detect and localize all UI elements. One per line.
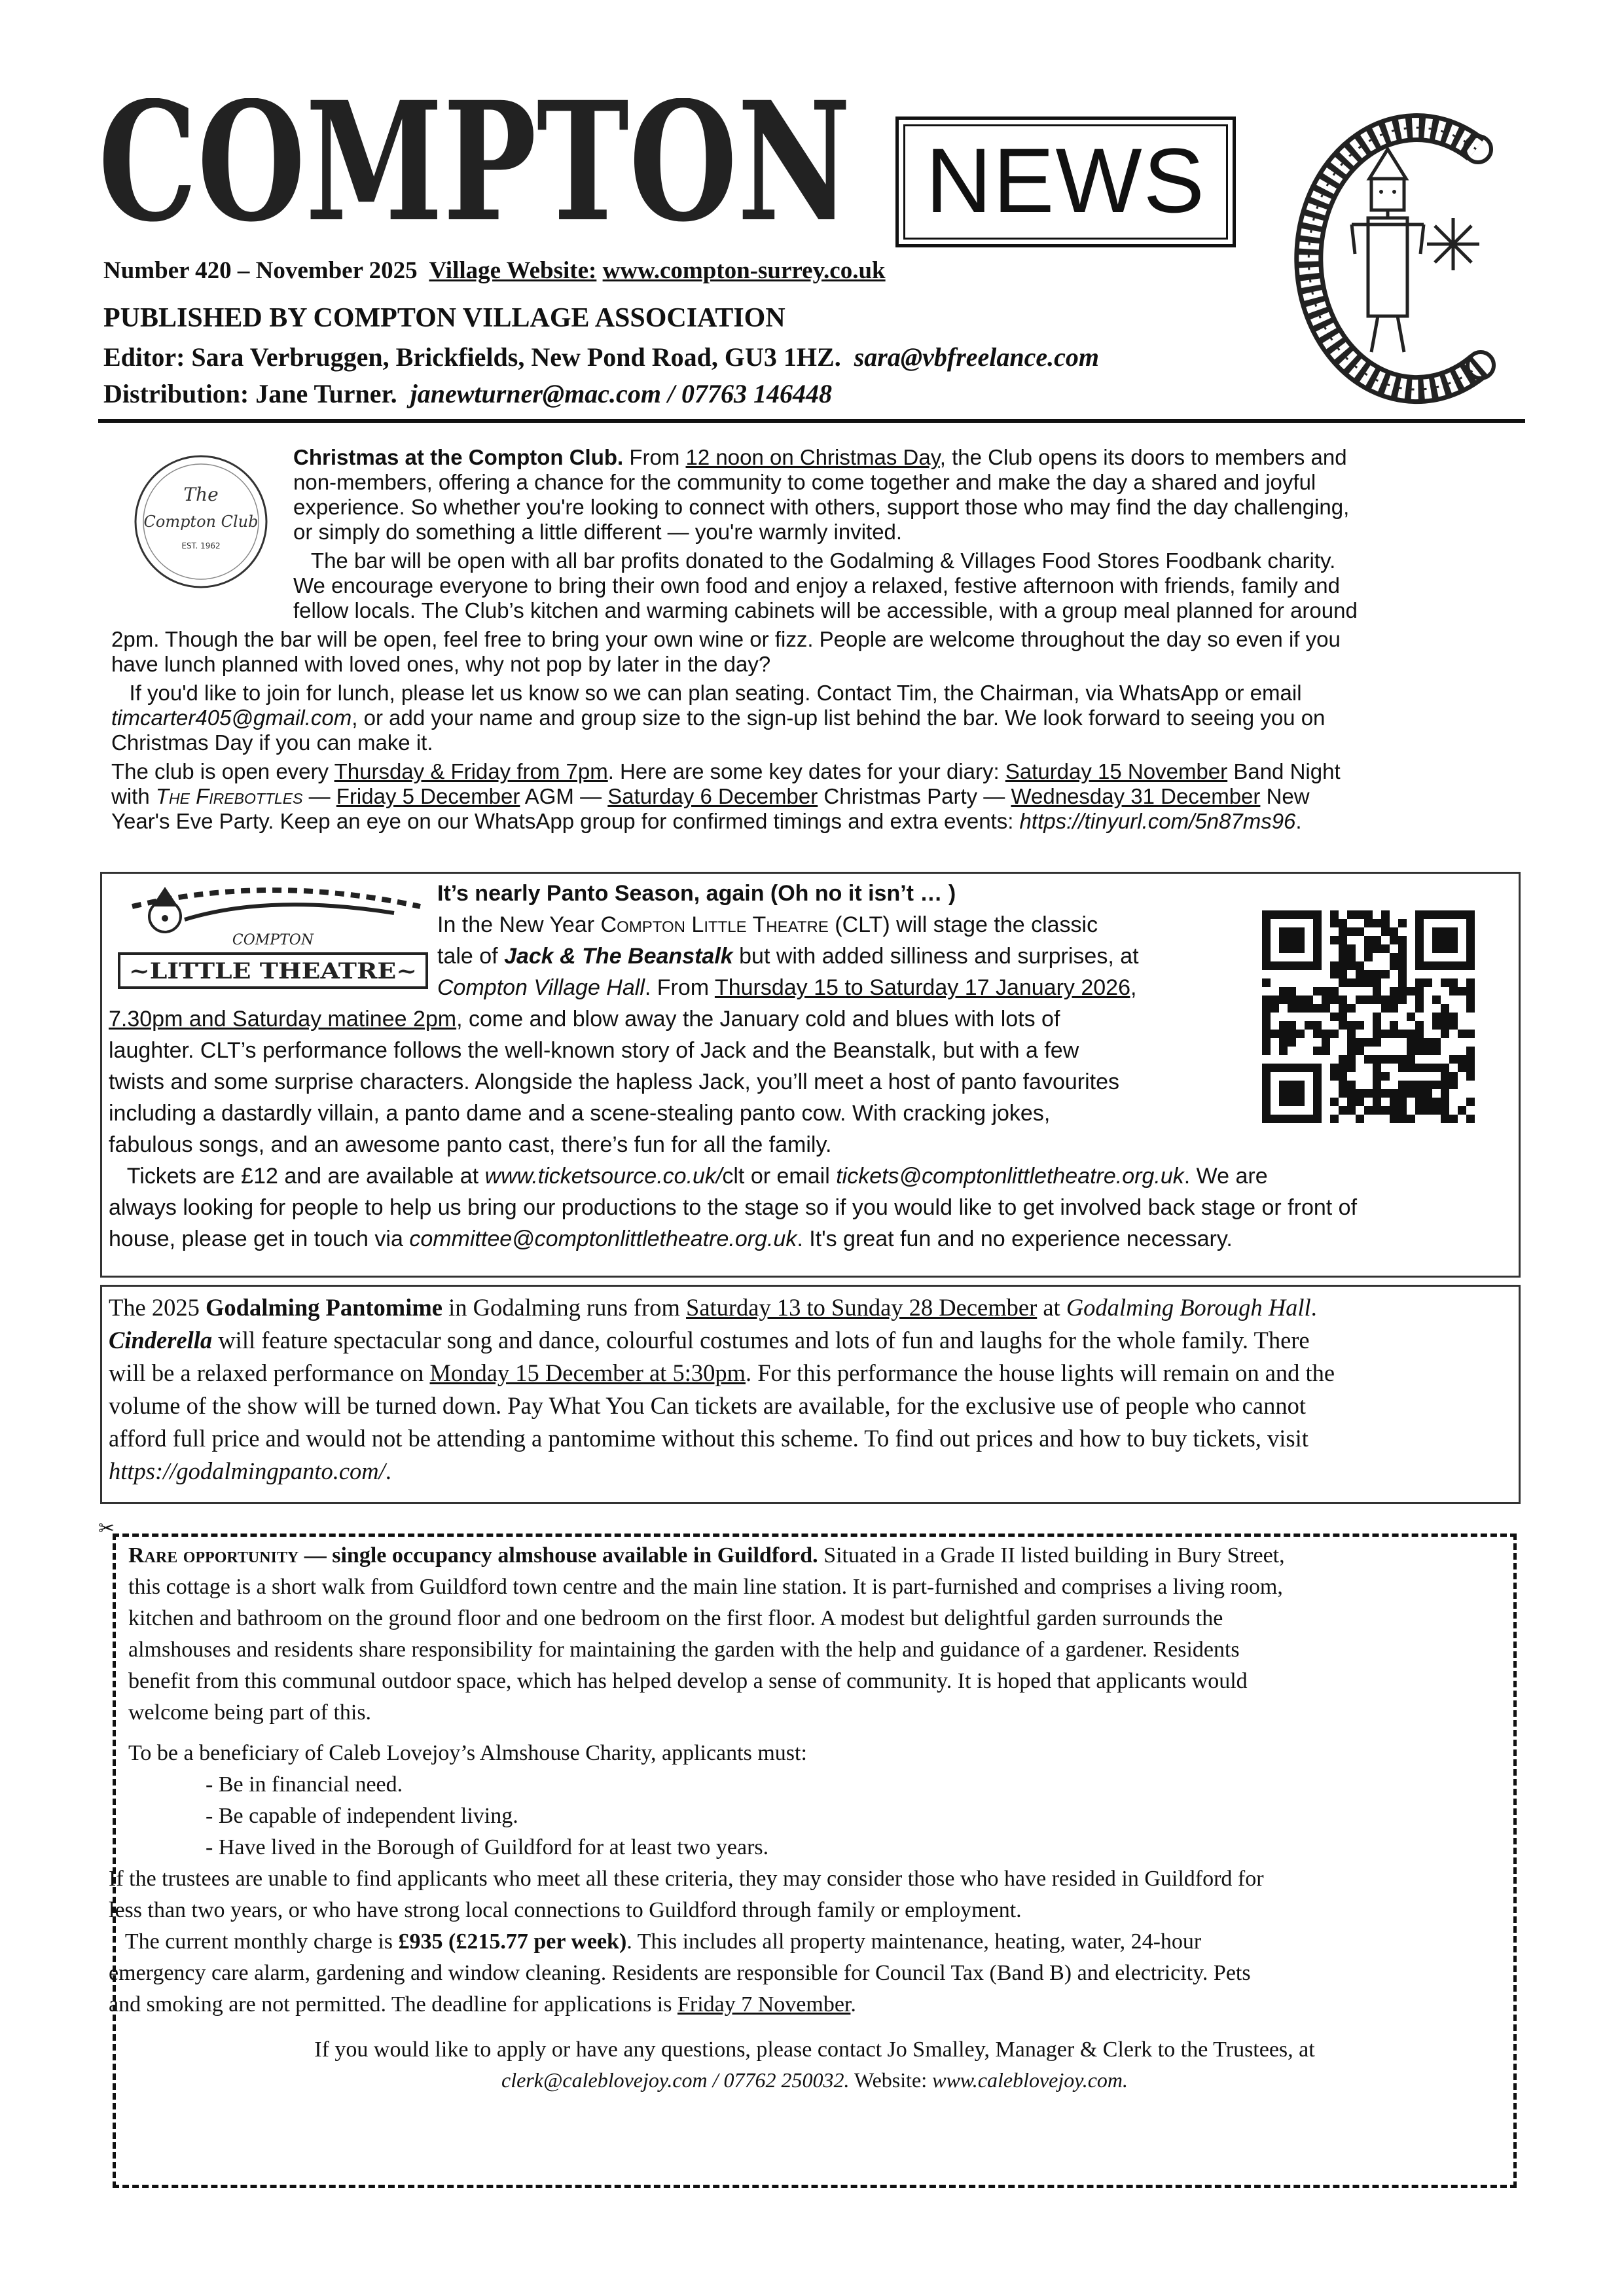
club-line-8: 2pm. Though the bar will be open, feel free to bring your own wine or fizz. People are welcome throughout the day so even if you <box>111 627 1341 651</box>
panto-line-2: In the New Year Compton Little Theatre (CLT) will stage the classic <box>437 912 1098 937</box>
alms-line-8: If the trustees are unable to find applicants who meet all these criteria, they may consider those who have resided in Guildford for <box>109 1867 1264 1891</box>
compton-club-logo <box>131 452 272 592</box>
committee-email[interactable]: committee@comptonlittletheatre.org.uk <box>409 1227 797 1251</box>
panto-venue: Compton Village Hall <box>437 975 645 1000</box>
criteria-item: - Be in financial need. <box>206 1772 403 1797</box>
website-link[interactable]: www.compton-surrey.co.uk <box>602 257 886 284</box>
club-line-4: or simply do something a little different — you're warmly invited. <box>293 520 903 544</box>
editor-line <box>103 342 1099 372</box>
club-whatsapp-link[interactable]: https://tinyurl.com/5n87ms96 <box>1019 809 1296 833</box>
application-deadline: Friday 7 November <box>677 1992 851 2017</box>
alms-line-1: Rare opportunity — single occupancy almshouse available in Guildford. Situated in a Grade II listed building in Bury Street, <box>128 1543 1285 1568</box>
distribution-name: Distribution: Jane Turner. <box>103 379 397 408</box>
club-line-12: Christmas Day if you can make it. <box>111 730 433 755</box>
alms-line-6: welcome being part of this. <box>128 1700 372 1725</box>
godalming-line-4: volume of the show will be turned down. Pay What You Can tickets are available, for the exclusive use of people who cannot <box>109 1392 1306 1419</box>
godalming-line-1: The 2025 Godalming Pantomime in Godalming runs from Saturday 13 to Sunday 28 December at Godalming Borough Hall. <box>109 1294 1317 1321</box>
club-line-7: fellow locals. The Club’s kitchen and warming cabinets will be accessible, with a group meal planned for around <box>293 598 1358 622</box>
club-line-2: non-members, offering a chance for the community to come together and make the day a shared and joyful <box>293 470 1316 494</box>
panto-line-12: house, please get in touch via committee@comptonlittletheatre.org.uk. It's great fun and no experience necessary. <box>109 1227 1233 1251</box>
club-line-11: timcarter405@gmail.com, or add your name and group size to the sign-up list behind the bar. We look forward to seeing you on <box>111 706 1326 730</box>
monthly-charge: £935 (£215.77 per week) <box>398 1929 627 1954</box>
criteria-item: - Be capable of independent living. <box>206 1804 518 1828</box>
cinderella-title: Cinderella <box>109 1327 213 1354</box>
club-logo-name: Compton Club <box>143 512 259 531</box>
club-line-15: Year's Eve Party. Keep an eye on our WhatsApp group for confirmed timings and extra events: https://tinyurl.com/5n87ms96. <box>111 809 1302 833</box>
celtic-c-emblem <box>1263 103 1512 411</box>
alms-line-10: The current monthly charge is £935 (£215.77 per week). This includes all property maintenance, heating, water, 24-hour <box>109 1929 1202 1954</box>
godalming-venue: Godalming Borough Hall <box>1066 1294 1311 1321</box>
club-line-10: If you'd like to join for lunch, please let us know so we can plan seating. Contact Tim, the Chairman, via WhatsApp or email <box>111 681 1302 705</box>
qr-code[interactable] <box>1261 886 1475 1147</box>
panto-line-7: twists and some surprise characters. Alongside the hapless Jack, you’ll meet a host of panto favourites <box>109 1069 1120 1094</box>
club-line-5: The bar will be open with all bar profits donated to the Godalming & Villages Food Stores Foodbank charity. <box>293 548 1336 573</box>
club-line-13: The club is open every Thursday & Friday from 7pm. Here are some key dates for your diary: Saturday 15 November Band Night <box>111 759 1341 783</box>
criteria-item: - Have lived in the Borough of Guildford for at least two years. <box>206 1835 769 1859</box>
alms-contact-2: clerk@caleblovejoy.com / 07762 250032. Website: www.caleblovejoy.com. <box>501 2068 1128 2092</box>
news-title: NEWS <box>926 129 1206 232</box>
club-contact-email[interactable]: timcarter405@gmail.com <box>111 706 352 730</box>
club-line-6: We encourage everyone to bring their own food and enjoy a relaxed, festive afternoon with friends, family and <box>293 573 1341 598</box>
panto-line-11: always looking for people to help us bring our productions to the stage so if you would like to get involved back stage or front of <box>109 1195 1358 1220</box>
publisher-line: PUBLISHED BY COMPTON VILLAGE ASSOCIATION <box>103 303 785 333</box>
alms-line-2: this cottage is a short walk from Guildford town centre and the main line station. It is part-furnished and comprises a living room, <box>128 1575 1283 1599</box>
panto-dates: Thursday 15 to Saturday 17 January 2026, <box>714 975 1137 1000</box>
alms-line-11: emergency care alarm, gardening and window cleaning. Residents are responsible for Council Tax (Band B) and electricity. Pets <box>109 1961 1251 1985</box>
alms-line-4: almshouses and residents share responsibility for maintaining the garden with the help and guidance of a gardener. Residents <box>128 1638 1240 1662</box>
club-line-1: Christmas at the Compton Club. From 12 noon on Christmas Day, the Club opens its doors to members and <box>293 445 1347 469</box>
compton-little-theatre-logo <box>113 880 433 995</box>
club-line-14: with The Firebottles — Friday 5 December AGM — Saturday 6 December Christmas Party — Wednesday 31 December New <box>111 784 1310 808</box>
panto-line-9: fabulous songs, and an awesome panto cast, there’s fun for all the family. <box>109 1132 832 1157</box>
news-title-box <box>895 117 1236 247</box>
godalming-line-6: https://godalmingpanto.com/. <box>109 1458 391 1484</box>
masthead-rule <box>98 419 1525 423</box>
panto-line-3: tale of Jack & The Beanstalk but with added silliness and surprises, at <box>437 944 1139 969</box>
editor-name: Editor: Sara Verbruggen, Brickfields, New Pond Road, GU3 1HZ. <box>103 342 841 372</box>
alms-line-5: benefit from this communal outdoor space, which has helped develop a sense of community. It is hoped that applicants would <box>128 1669 1248 1693</box>
scissors-icon: ✂ <box>98 1517 115 1540</box>
clt-logo-title: ~LITTLE THEATRE~ <box>129 958 417 984</box>
panto-line-10: Tickets are £12 and are available at www.ticketsource.co.uk/clt or email tickets@comptonlittletheatre.org.uk. We are <box>109 1164 1268 1189</box>
clt-name: Compton Little Theatre <box>600 912 829 937</box>
club-line-3: experience. So whether you're looking to connect with others, support those who may find the day challenging, <box>293 495 1350 519</box>
ticket-email[interactable]: tickets@comptonlittletheatre.org.uk <box>836 1164 1184 1189</box>
panto-line-8: including a dastardly villain, a panto dame and a scene-stealing panto cow. With cracking jokes, <box>109 1101 1051 1126</box>
caleb-lovejoy-website[interactable]: www.caleblovejoy.com. <box>932 2068 1128 2092</box>
club-logo-est: EST. 1962 <box>181 541 221 550</box>
rare-opportunity: Rare opportunity <box>128 1543 299 1568</box>
club-christmas-time: 12 noon on Christmas Day <box>685 445 940 469</box>
godalming-panto-link[interactable]: https://godalmingpanto.com/ <box>109 1458 386 1484</box>
panto-show-title: Jack & The Beanstalk <box>504 944 733 969</box>
panto-line-5: 7.30pm and Saturday matinee 2pm, come and blow away the January cold and blues with lots of <box>109 1007 1060 1031</box>
panto-line-4: Compton Village Hall. From Thursday 15 to Saturday 17 January 2026, <box>437 975 1137 1000</box>
alms-line-12: and smoking are not permitted. The deadline for applications is Friday 7 November. <box>109 1992 856 2017</box>
club-title: Christmas at the Compton Club. <box>293 445 624 469</box>
alms-line-7: To be a beneficiary of Caleb Lovejoy’s Almshouse Charity, applicants must: <box>128 1741 807 1765</box>
website-label: Village Website: <box>429 257 597 284</box>
alms-line-9: less than two years, or who have strong local connections to Guildford through family or employment. <box>109 1898 1022 1922</box>
panto-line-6: laughter. CLT’s performance follows the well-known story of Jack and the Beanstalk, but with a few <box>109 1038 1079 1063</box>
panto-title: It’s nearly Panto Season, again (Oh no it isn’t … ) <box>437 881 956 906</box>
godalming-line-5: afford full price and would not be attending a pantomime without this scheme. To find out prices and how to buy tickets, visit <box>109 1425 1308 1452</box>
alms-line-3: kitchen and bathroom on the ground floor and one bedroom on the first floor. A modest but delightful garden surrounds the <box>128 1606 1223 1630</box>
godalming-line-2: Cinderella will feature spectacular song and dance, colourful costumes and lots of fun and laughs for the whole family. There <box>109 1327 1310 1354</box>
compton-logo-text: COMPTON <box>98 98 851 249</box>
distribution-contact[interactable]: janewturner@mac.com / 07763 146448 <box>410 379 833 408</box>
editor-email[interactable]: sara@vbfreelance.com <box>854 342 1100 372</box>
club-logo-the: The <box>183 484 219 505</box>
alms-contact-1: If you would like to apply or have any questions, please contact Jo Smalley, Manager & Clerk to the Trustees, at <box>314 2037 1315 2062</box>
clerk-contact[interactable]: clerk@caleblovejoy.com / 07762 250032. <box>501 2068 850 2092</box>
issue-line <box>103 257 886 285</box>
ticket-website[interactable]: www.ticketsource.co.uk/ <box>484 1164 723 1189</box>
clt-logo-compton: COMPTON <box>232 932 314 948</box>
issue-number: Number 420 – November 2025 <box>103 257 418 284</box>
club-line-9: have lunch planned with loved ones, why not pop by later in the day? <box>111 652 771 676</box>
band-name: The Firebottles <box>155 784 303 808</box>
distribution-line <box>103 378 832 409</box>
compton-logo <box>98 98 851 249</box>
godalming-panto-title: Godalming Pantomime <box>206 1294 442 1321</box>
godalming-line-3: will be a relaxed performance on Monday 15 December at 5:30pm. For this performance the house lights will remain on and the <box>109 1359 1335 1386</box>
